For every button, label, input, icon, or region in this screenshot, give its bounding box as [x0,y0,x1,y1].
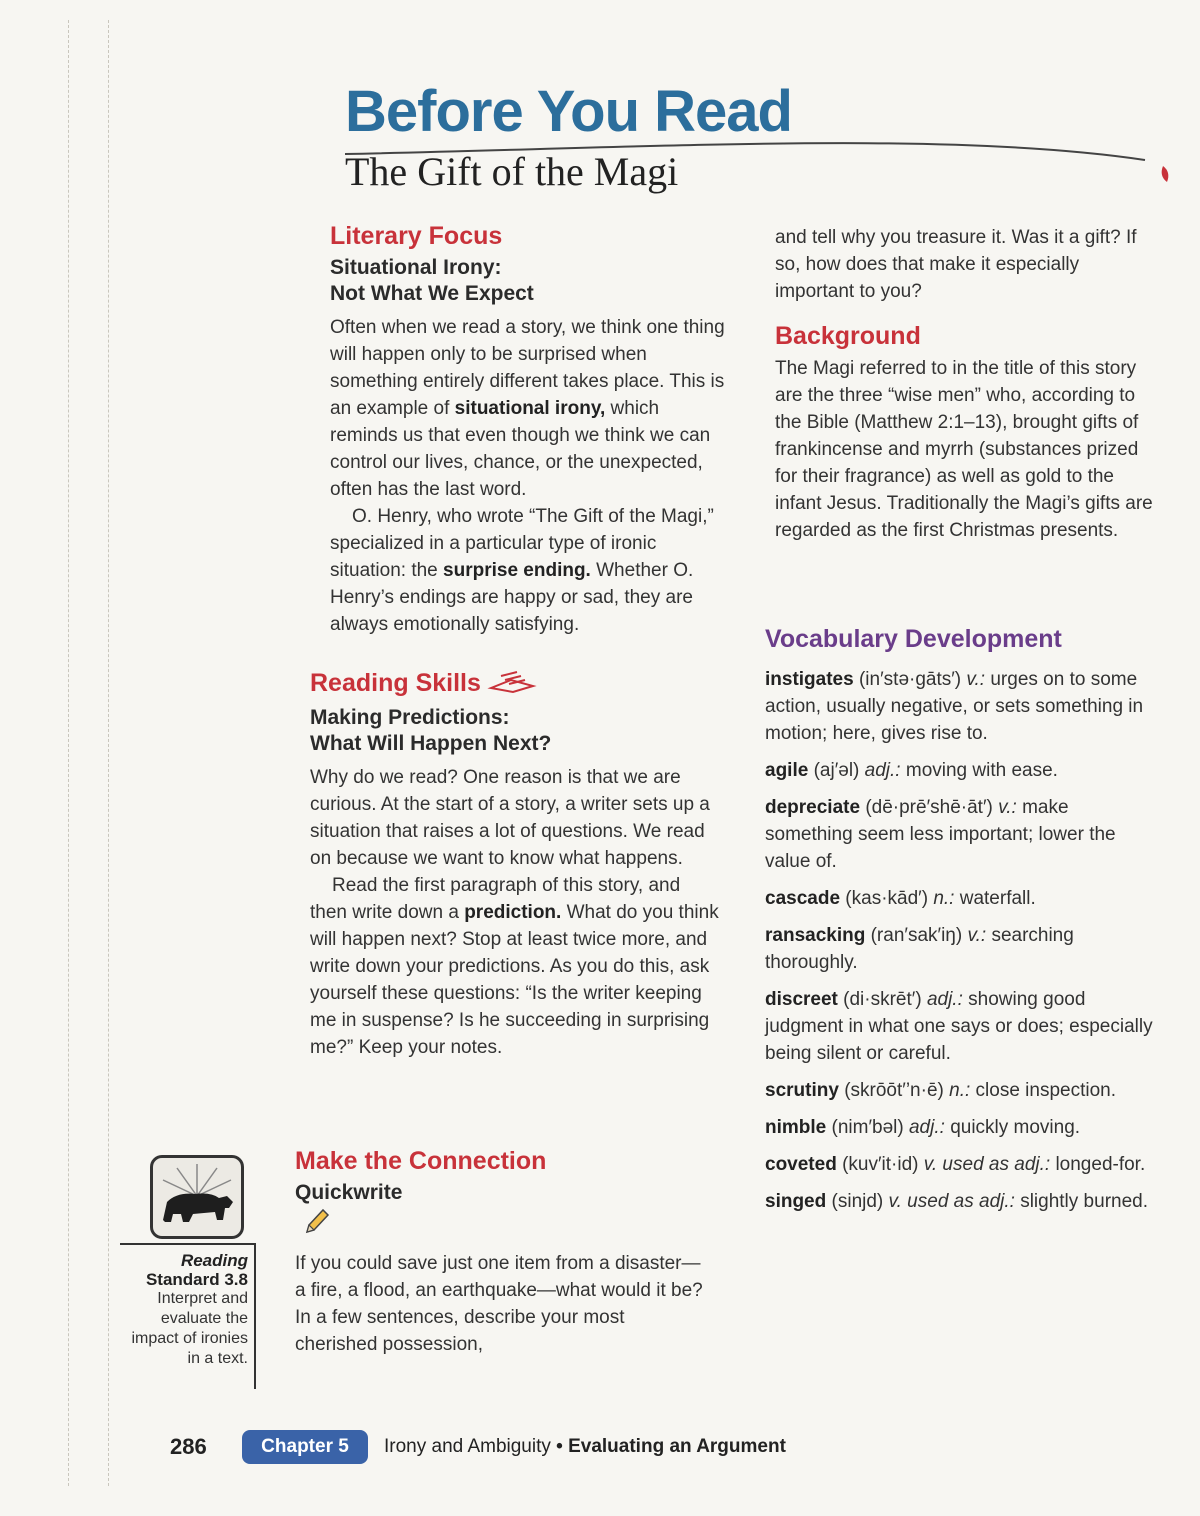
standard-number: Standard 3.8 [145,1270,248,1289]
chapter-badge: Chapter 5 [242,1430,368,1464]
reading-skills-section [310,668,720,1061]
make-connection-heading: Make the Connection [295,1147,547,1175]
quickwrite-paragraph: If you could save just one item from a disaster—a fire, a flood, an earthquake—what would it be? In a few sentences, describe your most cherished possession, [295,1252,703,1355]
literary-focus-section [330,222,730,638]
story-title: The Gift of the Magi [345,149,679,194]
vocab-entry: singed (sinjd) v. used as adj.: slightly burned. [765,1191,1148,1212]
reading-skills-heading: Reading Skills [310,668,720,701]
vocabulary-list [765,666,1155,1215]
vocab-entry: cascade (kas·kād′) n.: waterfall. [765,888,1036,909]
vocabulary-heading: Vocabulary Development [765,625,1062,653]
standard-description: Interpret and evaluate the impact of ironies in a text. [131,1290,248,1367]
vocab-entry: scrutiny (skrōōt′’n·ē) n.: close inspection. [765,1080,1116,1101]
margin-guide [108,20,109,1486]
quickwrite-continued-text: and tell why you treasure it. Was it a gift? If so, how does that make it especially important to you? [775,227,1137,302]
vocab-entry: discreet (di·skrēt′) adj.: showing good judgment in what one says or does; especially being silent or careful. [765,989,1153,1064]
quickwrite-subheading: Quickwrite [295,1180,705,1244]
pencil-icon [301,1206,705,1243]
page-number: 286 [170,1434,207,1459]
vocab-entry: depreciate (dē·prē′shē·āt′) v.: make something seem less important; lower the value of. [765,797,1116,872]
vocab-entry: instigates (in′stə·gāts′) v.: urges on to some action, usually negative, or sets something in motion; here, gives rise to. [765,669,1144,744]
standard-title: Reading [180,1251,248,1270]
vocabulary-section [765,625,1155,1225]
quickwrite-continued [775,224,1160,305]
reading-skills-subheading: Making Predictions: What Will Happen Next? [310,706,552,756]
book-icon [487,668,539,701]
literary-focus-subheading: Situational Irony: Not What We Expect [330,256,534,306]
literary-focus-paragraph: Often when we read a story, we think one thing will happen only to be surprised when something entirely different takes place. This is an example of situational irony, which reminds us that even though we think we can control our lives, chance, or the unexpected, often has the last word. [330,316,725,500]
literary-focus-paragraph: O. Henry, who wrote “The Gift of the Magi,” specialized in a particular type of ironic situation: the surprise ending. Whether O. Henry’s endings are happy or sad, they are always emotionally satisfying. [330,505,714,635]
vocab-entry: coveted (kuv′it·id) v. used as adj.: longed-for. [765,1154,1146,1175]
standard-box [120,1243,256,1389]
vocab-entry: agile (aj′əl) adj.: moving with ease. [765,760,1058,781]
reading-skills-paragraph: Read the first paragraph of this story, and then write down a prediction. What do you think will happen next? Stop at least twice more, and write down your predictions. As you do this, ask yourself these questions: “Is the writer keeping me in suspense? Is he succeeding in surprising me?” Keep your notes. [310,874,719,1058]
swoosh-end-mark [1162,166,1169,182]
margin-guide [68,20,69,1486]
footer-topics: Irony and Ambiguity • Evaluating an Argument [384,1436,786,1457]
background-paragraph: The Magi referred to in the title of this story are the three “wise men” who, according to the Bible (Matthew 2:1–13), brought gifts of frankincense and myrrh (substances prized for their fragrance) as well as gold to the infant Jesus. Traditionally the Magi’s gifts are regarded as the first Christmas presents. [775,358,1153,541]
literary-focus-heading: Literary Focus [330,222,503,250]
vocab-entry: ransacking (ran′sak′iŋ) v.: searching thoroughly. [765,925,1074,973]
vocab-entry: nimble (nim′bəl) adj.: quickly moving. [765,1117,1081,1138]
make-connection-section [295,1147,705,1358]
reading-skills-paragraph: Why do we read? One reason is that we are curious. At the start of a story, a writer sets up a situation that raises a lot of questions. We read on because we want to know what happens. [310,766,710,869]
page-footer [170,1430,870,1470]
background-heading: Background [775,322,921,350]
bear-icon [150,1155,244,1239]
page-title: Before You Read [345,79,792,144]
background-section [775,322,1160,544]
